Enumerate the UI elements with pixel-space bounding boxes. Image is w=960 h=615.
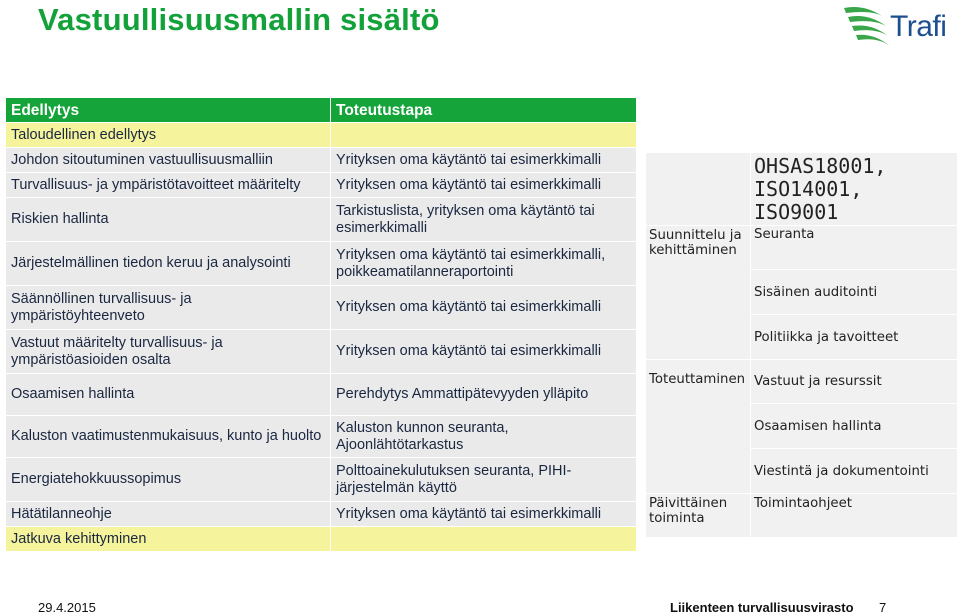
trafi-logo bbox=[842, 2, 954, 50]
implementation-cell: Yrityksen oma käytäntö tai esimerkkimalli, poikkeamatilanneraportointi bbox=[331, 242, 637, 286]
table-row bbox=[6, 173, 637, 198]
standards-row bbox=[646, 153, 958, 226]
table-row bbox=[6, 502, 637, 527]
implementation-cell: Yrityksen oma käytäntö tai esimerkkimalli bbox=[331, 286, 637, 330]
implementation-cell: Yrityksen oma käytäntö tai esimerkkimalli bbox=[331, 502, 637, 527]
requirement-cell: Johdon sitoutuminen vastuullisuusmalliin bbox=[6, 148, 331, 173]
management-system-table bbox=[645, 152, 958, 538]
implementation-cell: Kaluston kunnon seuranta, Ajoonlähtötarkastus bbox=[331, 416, 637, 458]
item-cell: Osaamisen hallinta bbox=[751, 404, 958, 449]
table-row bbox=[646, 360, 958, 404]
implementation-cell: Yrityksen oma käytäntö tai esimerkkimalli bbox=[331, 173, 637, 198]
item-cell: Sisäinen auditointi bbox=[751, 270, 958, 315]
table-row bbox=[6, 374, 637, 416]
requirement-cell: Hätätilanneohje bbox=[6, 502, 331, 527]
implementation-cell bbox=[331, 527, 637, 552]
table-row bbox=[6, 198, 637, 242]
item-cell: Vastuut ja resurssit bbox=[751, 360, 958, 404]
table-row bbox=[6, 330, 637, 374]
item-cell: Viestintä ja dokumentointi bbox=[751, 449, 958, 494]
table-row bbox=[6, 123, 637, 148]
table-row bbox=[6, 527, 637, 552]
implementation-cell: Yrityksen oma käytäntö tai esimerkkimalli bbox=[331, 148, 637, 173]
item-cell: Seuranta bbox=[751, 226, 958, 270]
requirement-cell: Osaamisen hallinta bbox=[6, 374, 331, 416]
group-label-suunnittelu: Suunnittelu ja kehittäminen bbox=[646, 226, 751, 360]
standards-cell: OHSAS18001, ISO14001, ISO9001 bbox=[751, 153, 958, 226]
table-header-row bbox=[6, 98, 637, 123]
implementation-cell: Perehdytys Ammattipätevyyden ylläpito bbox=[331, 374, 637, 416]
trafi-swoosh-icon bbox=[842, 2, 892, 50]
requirement-cell: Riskien hallinta bbox=[6, 198, 331, 242]
implementation-cell bbox=[331, 123, 637, 148]
implementation-cell: Tarkistuslista, yrityksen oma käytäntö tai esimerkkimalli bbox=[331, 198, 637, 242]
requirement-cell: Kaluston vaatimustenmukaisuus, kunto ja huolto bbox=[6, 416, 331, 458]
footer-date: 29.4.2015 bbox=[38, 600, 96, 615]
table-row bbox=[646, 494, 958, 538]
logo-text: Trafi bbox=[890, 10, 947, 43]
requirement-cell: Jatkuva kehittyminen bbox=[6, 527, 331, 552]
item-cell: Politiikka ja tavoitteet bbox=[751, 315, 958, 360]
footer-organization: Liikenteen turvallisuusvirasto bbox=[670, 600, 854, 615]
requirements-table bbox=[5, 97, 637, 552]
table-row bbox=[6, 416, 637, 458]
page-number: 7 bbox=[879, 600, 887, 615]
empty-cell bbox=[646, 153, 751, 226]
item-cell: Toimintaohjeet bbox=[751, 494, 958, 538]
requirement-cell: Turvallisuus- ja ympäristötavoitteet määritelty bbox=[6, 173, 331, 198]
requirement-cell: Vastuut määritelty turvallisuus- ja ympäristöasioiden osalta bbox=[6, 330, 331, 374]
implementation-cell: Yrityksen oma käytäntö tai esimerkkimalli bbox=[331, 330, 637, 374]
header-toteutustapa: Toteutustapa bbox=[331, 98, 637, 123]
group-label-paivittainen: Päivittäinen toiminta bbox=[646, 494, 751, 538]
requirement-cell: Säännöllinen turvallisuus- ja ympäristöyhteenveto bbox=[6, 286, 331, 330]
requirement-cell: Järjestelmällinen tiedon keruu ja analysointi bbox=[6, 242, 331, 286]
group-label-toteuttaminen: Toteuttaminen bbox=[646, 360, 751, 494]
table-row bbox=[6, 242, 637, 286]
requirement-cell: Taloudellinen edellytys bbox=[6, 123, 331, 148]
requirement-cell: Energiatehokkuussopimus bbox=[6, 458, 331, 502]
table-row bbox=[646, 226, 958, 270]
table-row bbox=[6, 148, 637, 173]
table-row bbox=[6, 458, 637, 502]
table-row bbox=[6, 286, 637, 330]
slide-title: Vastuullisuusmallin sisältö bbox=[38, 2, 440, 37]
implementation-cell: Polttoainekulutuksen seuranta, PIHI-järjestelmän käyttö bbox=[331, 458, 637, 502]
header-edellytys: Edellytys bbox=[6, 98, 331, 123]
